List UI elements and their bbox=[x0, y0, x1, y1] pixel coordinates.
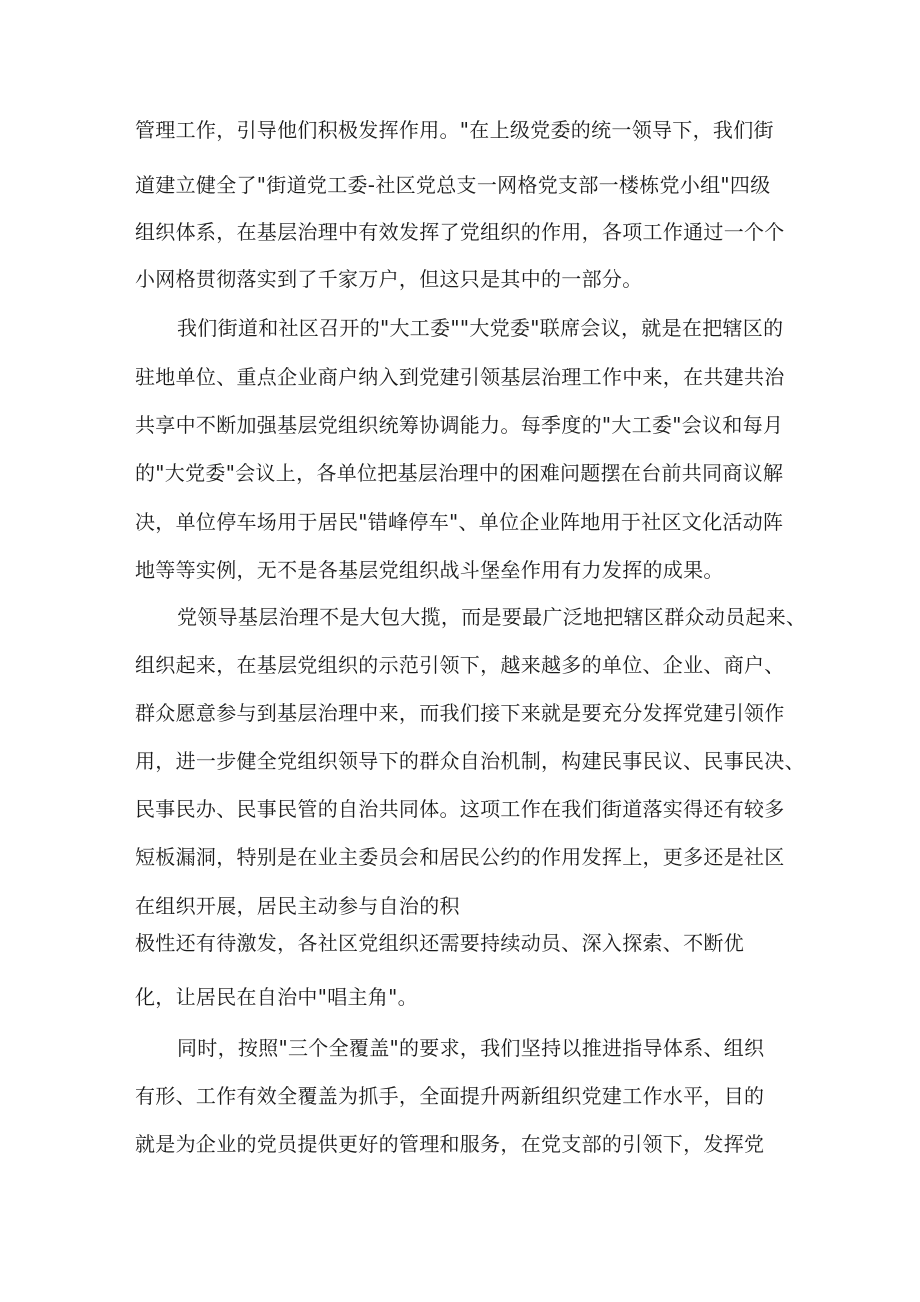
paragraph-first-line: 党领导基层治理不是大包大揽，而是要最广泛地把辖区群众动员起来、 bbox=[177, 605, 807, 629]
text-line: 短板漏洞，特别是在业主委员会和居民公约的作用发挥上，更多还是社区 bbox=[135, 845, 785, 869]
text-line: 地等等实例，无不是各基层党组织战斗堡垒作用有力发挥的成果。 bbox=[135, 558, 724, 582]
text-line: 小网格贯彻落实到了千家万户，但这只是其中的一部分。 bbox=[135, 267, 643, 291]
text-line: 就是为企业的党员提供更好的管理和服务，在党支部的引领下，发挥党 bbox=[135, 1132, 765, 1156]
text-line: 有形、工作有效全覆盖为抓手，全面提升两新组织党建工作水平，目的 bbox=[135, 1084, 765, 1108]
text-line: 的"大党委"会议上，各单位把基层治理中的困难问题摆在台前共同商议解 bbox=[135, 461, 784, 485]
text-line: 化，让居民在自治中"唱主角"。 bbox=[135, 985, 418, 1009]
text-line: 用，进一步健全党组织领导下的群众自治机制，构建民事民议、民事民决、 bbox=[135, 749, 805, 773]
text-line: 群众愿意参与到基层治理中来，而我们接下来就是要充分发挥党建引领作 bbox=[135, 701, 785, 725]
paragraph-first-line: 我们街道和社区召开的"大工委""大党委"联席会议，就是在把辖区的 bbox=[177, 316, 784, 340]
text-line: 组织起来，在基层党组织的示范引领下，越来越多的单位、企业、商户、 bbox=[135, 653, 785, 677]
paragraph-first-line: 同时，按照"三个全覆盖"的要求，我们坚持以推进指导体系、组织 bbox=[177, 1036, 765, 1060]
text-line: 组织体系，在基层治理中有效发挥了党组织的作用，各项工作通过一个个 bbox=[135, 220, 785, 244]
text-line: 驻地单位、重点企业商户纳入到党建引领基层治理工作中来，在共建共治 bbox=[135, 365, 785, 389]
text-line: 道建立健全了"街道党工委-社区党总支一网格党支部一楼栋党小组"四级 bbox=[135, 173, 771, 197]
text-line: 决，单位停车场用于居民"错峰停车"、单位企业阵地用于社区文化活动阵 bbox=[135, 510, 784, 534]
text-line: 极性还有待激发，各社区党组织还需要持续动员、深入探索、不断优 bbox=[135, 931, 744, 955]
text-line: 共享中不断加强基层党组织统筹协调能力。每季度的"大工委"会议和每月 bbox=[135, 413, 784, 437]
text-line: 在组织开展，居民主动参与自治的积 bbox=[135, 894, 460, 918]
text-line: 管理工作，引导他们积极发挥作用。"在上级党委的统一领导下，我们街 bbox=[135, 118, 774, 142]
text-line: 民事民办、民事民管的自治共同体。这项工作在我们街道落实得还有较多 bbox=[135, 797, 785, 821]
